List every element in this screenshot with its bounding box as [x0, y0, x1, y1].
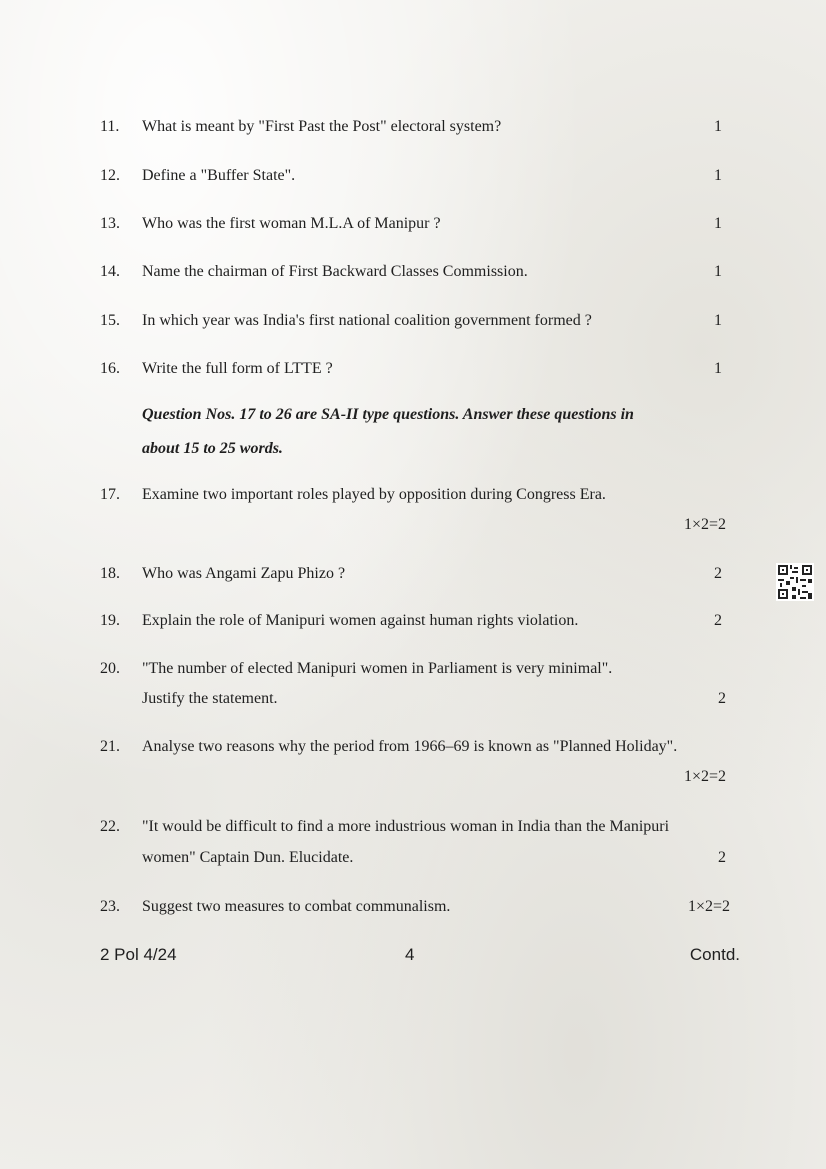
question-text: Suggest two measures to combat communalism.	[142, 898, 451, 915]
question-number: 22.	[100, 818, 120, 835]
question-number: 21.	[100, 738, 120, 755]
question-marks: 1	[714, 360, 722, 377]
question-17	[100, 485, 732, 535]
instruction-line-2: about 15 to 25 words.	[142, 440, 283, 457]
question-20	[100, 659, 732, 709]
question-marks: 1	[714, 312, 722, 329]
question-marks: 1	[714, 167, 722, 184]
question-marks: 2	[718, 690, 726, 707]
section-instruction	[142, 398, 732, 466]
page-footer	[100, 945, 740, 969]
question-marks: 1×2=2	[687, 898, 730, 915]
page-number: 4	[405, 945, 415, 964]
question-marks: 2	[714, 565, 722, 582]
question-text-continued: Justify the statement.	[142, 690, 278, 707]
question-marks: 1	[714, 215, 722, 232]
question-text-continued: women" Captain Dun. Elucidate.	[142, 849, 354, 866]
continued-label: Contd.	[689, 945, 740, 964]
question-text: Examine two important roles played by opposition during Congress Era.	[142, 486, 606, 503]
question-number: 20.	[100, 660, 120, 677]
instruction-line-1: Question Nos. 17 to 26 are SA-II type questions. Answer these questions in	[142, 406, 634, 423]
question-marks: 1	[714, 118, 722, 135]
question-number: 17.	[100, 486, 120, 503]
question-text: Explain the role of Manipuri women against human rights violation.	[142, 612, 579, 629]
question-number: 13.	[100, 215, 120, 232]
question-text: Who was Angami Zapu Phizo ?	[142, 565, 346, 582]
question-number: 18.	[100, 565, 120, 582]
qr-code-icon	[776, 563, 814, 601]
question-marks: 2	[714, 612, 722, 629]
question-text: In which year was India's first national coalition government formed ?	[142, 312, 592, 329]
question-number: 12.	[100, 167, 120, 184]
question-text: "It would be difficult to find a more industrious woman in India than the Manipuri	[142, 818, 670, 835]
question-number: 19.	[100, 612, 120, 629]
question-number: 23.	[100, 898, 120, 915]
question-text: Name the chairman of First Backward Classes Commission.	[142, 263, 528, 280]
paper-code: 2 Pol 4/24	[100, 945, 177, 964]
question-number: 16.	[100, 360, 120, 377]
question-marks: 1×2=2	[683, 516, 726, 533]
question-22	[100, 817, 732, 867]
question-marks: 1×2=2	[683, 768, 726, 785]
question-text: Write the full form of LTTE ?	[142, 360, 333, 377]
question-number: 15.	[100, 312, 120, 329]
question-text: Who was the first woman M.L.A of Manipur ?	[142, 215, 441, 232]
question-text: Define a "Buffer State".	[142, 167, 296, 184]
question-marks: 1	[714, 263, 722, 280]
question-marks: 2	[718, 849, 726, 866]
question-text: Analyse two reasons why the period from 1966–69 is known as "Planned Holiday".	[142, 738, 678, 755]
question-text: "The number of elected Manipuri women in Parliament is very minimal".	[142, 660, 613, 677]
question-21	[100, 737, 732, 787]
question-number: 11.	[100, 118, 120, 135]
question-number: 14.	[100, 263, 120, 280]
question-text: What is meant by "First Past the Post" electoral system?	[142, 118, 502, 135]
